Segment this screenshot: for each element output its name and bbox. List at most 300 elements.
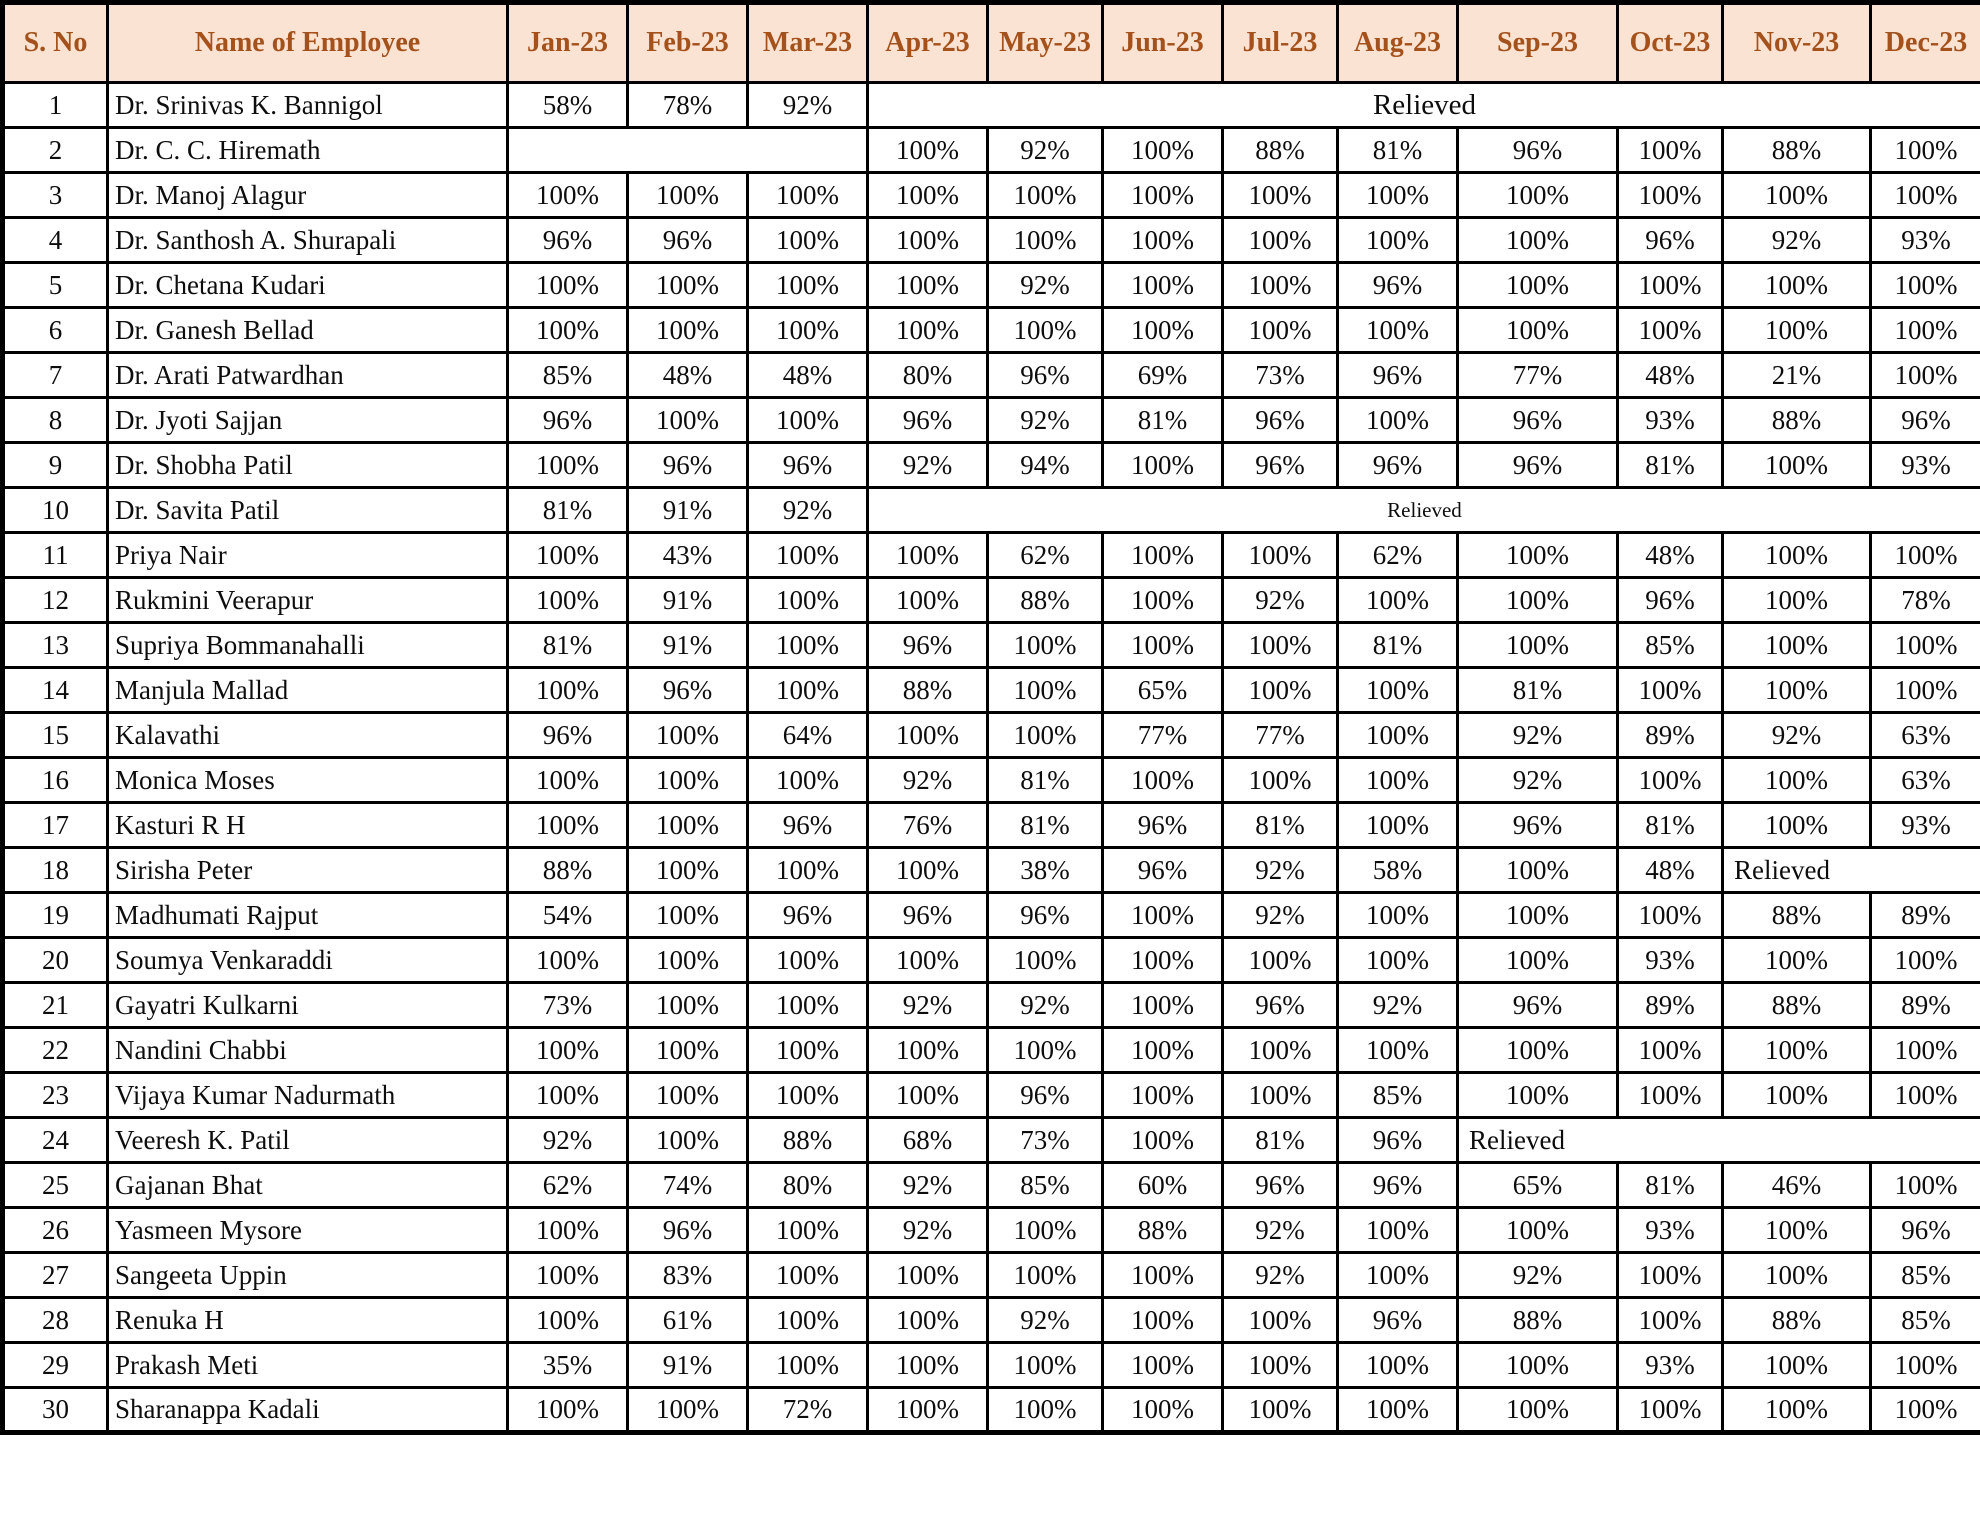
table-row xyxy=(3,578,1980,623)
attendance-cell: 100% xyxy=(628,398,748,443)
attendance-cell: 65% xyxy=(1458,1163,1618,1208)
attendance-cell: 21% xyxy=(1723,353,1871,398)
attendance-cell: 92% xyxy=(1223,1208,1338,1253)
attendance-cell: 100% xyxy=(508,1208,628,1253)
employee-name-cell: Supriya Bommanahalli xyxy=(108,623,508,668)
attendance-cell: 88% xyxy=(1458,1298,1618,1343)
attendance-cell: 100% xyxy=(988,623,1103,668)
attendance-cell: 93% xyxy=(1618,1343,1723,1388)
attendance-cell: 92% xyxy=(1458,713,1618,758)
attendance-cell: 100% xyxy=(868,1298,988,1343)
attendance-cell: 100% xyxy=(628,938,748,983)
table-row xyxy=(3,668,1980,713)
attendance-cell: 96% xyxy=(748,893,868,938)
attendance-cell: 100% xyxy=(1338,1028,1458,1073)
attendance-cell: 100% xyxy=(1223,533,1338,578)
attendance-cell: 91% xyxy=(628,1343,748,1388)
table-row xyxy=(3,803,1980,848)
serial-number-cell: 9 xyxy=(3,443,108,488)
attendance-cell: 100% xyxy=(628,893,748,938)
attendance-cell: 100% xyxy=(628,1028,748,1073)
relieved-cell: Relieved xyxy=(1723,848,1980,893)
attendance-cell: 100% xyxy=(1103,173,1223,218)
attendance-cell: 100% xyxy=(1223,668,1338,713)
attendance-cell: 93% xyxy=(1871,443,1980,488)
attendance-cell: 88% xyxy=(1723,398,1871,443)
attendance-cell: 96% xyxy=(1618,578,1723,623)
attendance-cell: 100% xyxy=(1223,308,1338,353)
attendance-cell: 100% xyxy=(1871,353,1980,398)
attendance-cell: 100% xyxy=(1723,173,1871,218)
employee-name-cell: Dr. Shobha Patil xyxy=(108,443,508,488)
attendance-cell: 100% xyxy=(868,128,988,173)
attendance-cell: 46% xyxy=(1723,1163,1871,1208)
attendance-cell: 100% xyxy=(1723,1208,1871,1253)
attendance-cell: 100% xyxy=(868,218,988,263)
attendance-cell: 100% xyxy=(1871,1343,1980,1388)
serial-number-cell: 27 xyxy=(3,1253,108,1298)
attendance-cell: 100% xyxy=(1618,893,1723,938)
attendance-cell: 100% xyxy=(988,1208,1103,1253)
table-row xyxy=(3,398,1980,443)
attendance-cell: 100% xyxy=(628,308,748,353)
attendance-cell: 60% xyxy=(1103,1163,1223,1208)
employee-name-cell: Sangeeta Uppin xyxy=(108,1253,508,1298)
attendance-cell: 76% xyxy=(868,803,988,848)
attendance-cell: 85% xyxy=(1338,1073,1458,1118)
attendance-cell: 92% xyxy=(1723,713,1871,758)
table-row xyxy=(3,1208,1980,1253)
employee-name-cell: Dr. Santhosh A. Shurapali xyxy=(108,218,508,263)
attendance-cell: 100% xyxy=(868,1253,988,1298)
attendance-cell: 96% xyxy=(868,623,988,668)
employee-name-cell: Prakash Meti xyxy=(108,1343,508,1388)
employee-name-cell: Veeresh K. Patil xyxy=(108,1118,508,1163)
attendance-cell: 100% xyxy=(748,758,868,803)
attendance-cell: 91% xyxy=(628,623,748,668)
attendance-cell: 100% xyxy=(748,623,868,668)
attendance-cell: 100% xyxy=(748,1028,868,1073)
table-row xyxy=(3,1028,1980,1073)
employee-name-cell: Monica Moses xyxy=(108,758,508,803)
serial-number-cell: 14 xyxy=(3,668,108,713)
attendance-cell: 100% xyxy=(868,578,988,623)
attendance-cell: 92% xyxy=(988,983,1103,1028)
attendance-cell: 100% xyxy=(748,308,868,353)
attendance-cell: 100% xyxy=(1458,938,1618,983)
attendance-cell: 96% xyxy=(628,218,748,263)
attendance-cell: 88% xyxy=(1723,1298,1871,1343)
table-row xyxy=(3,83,1980,128)
attendance-cell: 100% xyxy=(1723,1343,1871,1388)
attendance-cell: 100% xyxy=(988,668,1103,713)
attendance-cell: 100% xyxy=(1618,1298,1723,1343)
attendance-cell: 96% xyxy=(1871,1208,1980,1253)
attendance-cell: 92% xyxy=(868,1163,988,1208)
attendance-cell: 81% xyxy=(1618,443,1723,488)
attendance-cell: 92% xyxy=(868,1208,988,1253)
attendance-cell: 100% xyxy=(1103,938,1223,983)
serial-number-cell: 13 xyxy=(3,623,108,668)
serial-number-cell: 4 xyxy=(3,218,108,263)
employee-name-cell: Manjula Mallad xyxy=(108,668,508,713)
attendance-cell: 48% xyxy=(1618,353,1723,398)
serial-number-cell: 10 xyxy=(3,488,108,533)
attendance-cell: 100% xyxy=(1338,308,1458,353)
attendance-cell: 100% xyxy=(508,263,628,308)
column-header-feb: Feb-23 xyxy=(628,3,748,83)
attendance-cell: 100% xyxy=(1223,758,1338,803)
attendance-cell: 100% xyxy=(868,173,988,218)
attendance-cell: 100% xyxy=(1338,173,1458,218)
attendance-cell: 100% xyxy=(748,398,868,443)
attendance-cell: 74% xyxy=(628,1163,748,1208)
attendance-cell: 100% xyxy=(1103,893,1223,938)
attendance-cell: 92% xyxy=(868,983,988,1028)
column-header-sep: Sep-23 xyxy=(1458,3,1618,83)
attendance-cell: 100% xyxy=(1103,623,1223,668)
table-row xyxy=(3,308,1980,353)
attendance-cell: 100% xyxy=(1723,443,1871,488)
attendance-cell: 100% xyxy=(1103,263,1223,308)
attendance-cell: 100% xyxy=(1871,1163,1980,1208)
attendance-cell: 93% xyxy=(1618,398,1723,443)
attendance-cell: 100% xyxy=(1103,1118,1223,1163)
column-header-may: May-23 xyxy=(988,3,1103,83)
attendance-cell: 80% xyxy=(748,1163,868,1208)
attendance-cell: 96% xyxy=(988,1073,1103,1118)
table-row xyxy=(3,1253,1980,1298)
serial-number-cell: 1 xyxy=(3,83,108,128)
attendance-cell: 69% xyxy=(1103,353,1223,398)
attendance-cell: 100% xyxy=(868,713,988,758)
serial-number-cell: 12 xyxy=(3,578,108,623)
attendance-cell: 100% xyxy=(508,443,628,488)
attendance-cell: 100% xyxy=(868,533,988,578)
attendance-cell: 96% xyxy=(1871,398,1980,443)
serial-number-cell: 25 xyxy=(3,1163,108,1208)
attendance-cell: 100% xyxy=(868,938,988,983)
attendance-cell: 100% xyxy=(1618,263,1723,308)
attendance-cell: 100% xyxy=(628,263,748,308)
attendance-cell: 100% xyxy=(1223,263,1338,308)
attendance-cell: 100% xyxy=(1723,263,1871,308)
attendance-cell: 58% xyxy=(508,83,628,128)
table-row xyxy=(3,938,1980,983)
table-row xyxy=(3,893,1980,938)
attendance-cell: 96% xyxy=(1338,1298,1458,1343)
table-row xyxy=(3,263,1980,308)
relieved-cell: Relieved xyxy=(1458,1118,1980,1163)
attendance-cell: 100% xyxy=(1871,1028,1980,1073)
attendance-cell: 100% xyxy=(1723,938,1871,983)
table-row xyxy=(3,1073,1980,1118)
table-row xyxy=(3,758,1980,803)
attendance-cell: 96% xyxy=(1458,128,1618,173)
employee-name-cell: Sharanappa Kadali xyxy=(108,1388,508,1433)
table-row xyxy=(3,713,1980,758)
attendance-cell: 100% xyxy=(1223,1343,1338,1388)
attendance-cell: 88% xyxy=(1723,983,1871,1028)
attendance-cell: 77% xyxy=(1223,713,1338,758)
attendance-cell: 81% xyxy=(508,488,628,533)
attendance-cell: 92% xyxy=(1338,983,1458,1028)
attendance-cell: 100% xyxy=(1458,263,1618,308)
table-row xyxy=(3,1118,1980,1163)
table-row xyxy=(3,1343,1980,1388)
attendance-cell: 100% xyxy=(1723,308,1871,353)
table-row xyxy=(3,218,1980,263)
table-row xyxy=(3,1163,1980,1208)
attendance-cell: 100% xyxy=(1871,938,1980,983)
attendance-cell: 100% xyxy=(1723,1028,1871,1073)
attendance-cell: 100% xyxy=(988,218,1103,263)
attendance-cell: 100% xyxy=(1723,1388,1871,1433)
attendance-cell: 100% xyxy=(1618,1028,1723,1073)
attendance-cell: 85% xyxy=(1618,623,1723,668)
attendance-cell: 96% xyxy=(1223,443,1338,488)
attendance-cell: 96% xyxy=(1458,983,1618,1028)
attendance-cell: 93% xyxy=(1871,218,1980,263)
attendance-cell: 100% xyxy=(1223,938,1338,983)
attendance-cell: 92% xyxy=(1458,1253,1618,1298)
attendance-cell: 92% xyxy=(1223,1253,1338,1298)
attendance-cell: 96% xyxy=(1223,983,1338,1028)
attendance-cell: 100% xyxy=(1223,623,1338,668)
attendance-cell: 100% xyxy=(1458,623,1618,668)
attendance-cell: 100% xyxy=(1618,758,1723,803)
attendance-cell: 96% xyxy=(1338,1118,1458,1163)
serial-number-cell: 11 xyxy=(3,533,108,578)
table-row xyxy=(3,848,1980,893)
attendance-cell: 100% xyxy=(1103,1343,1223,1388)
column-header-sno: S. No xyxy=(3,3,108,83)
attendance-cell: 96% xyxy=(1458,443,1618,488)
attendance-cell: 89% xyxy=(1871,893,1980,938)
serial-number-cell: 16 xyxy=(3,758,108,803)
attendance-cell: 100% xyxy=(1338,578,1458,623)
header-row xyxy=(3,3,1980,83)
attendance-cell: 81% xyxy=(508,623,628,668)
attendance-cell: 100% xyxy=(1338,893,1458,938)
attendance-cell: 100% xyxy=(1458,1073,1618,1118)
attendance-cell: 100% xyxy=(1103,758,1223,803)
attendance-cell: 100% xyxy=(1458,1028,1618,1073)
attendance-cell: 100% xyxy=(1338,713,1458,758)
attendance-cell: 88% xyxy=(868,668,988,713)
attendance-cell: 100% xyxy=(1223,1073,1338,1118)
attendance-cell: 100% xyxy=(988,1343,1103,1388)
attendance-cell: 54% xyxy=(508,893,628,938)
attendance-cell: 100% xyxy=(1871,173,1980,218)
column-header-oct: Oct-23 xyxy=(1618,3,1723,83)
attendance-cell: 100% xyxy=(628,713,748,758)
employee-name-cell: Soumya Venkaraddi xyxy=(108,938,508,983)
attendance-cell: 96% xyxy=(1103,848,1223,893)
table-row xyxy=(3,983,1980,1028)
attendance-cell: 78% xyxy=(1871,578,1980,623)
relieved-cell: Relieved xyxy=(868,488,1980,533)
attendance-cell: 100% xyxy=(988,1253,1103,1298)
attendance-cell: 100% xyxy=(1458,848,1618,893)
column-header-nov: Nov-23 xyxy=(1723,3,1871,83)
attendance-cell: 100% xyxy=(868,1028,988,1073)
employee-name-cell: Dr. Srinivas K. Bannigol xyxy=(108,83,508,128)
table-row xyxy=(3,623,1980,668)
attendance-cell: 96% xyxy=(1103,803,1223,848)
attendance-cell: 100% xyxy=(508,1388,628,1433)
attendance-cell: 100% xyxy=(1723,578,1871,623)
attendance-cell: 100% xyxy=(628,848,748,893)
attendance-cell: 100% xyxy=(1338,758,1458,803)
attendance-cell: 100% xyxy=(868,1343,988,1388)
attendance-cell: 63% xyxy=(1871,713,1980,758)
attendance-cell: 100% xyxy=(508,758,628,803)
employee-name-cell: Dr. Manoj Alagur xyxy=(108,173,508,218)
attendance-cell: 88% xyxy=(508,848,628,893)
attendance-cell: 100% xyxy=(1723,623,1871,668)
attendance-cell: 89% xyxy=(1618,983,1723,1028)
attendance-cell: 100% xyxy=(868,1388,988,1433)
attendance-cell: 100% xyxy=(1103,443,1223,488)
attendance-cell: 100% xyxy=(748,938,868,983)
table-row xyxy=(3,488,1980,533)
attendance-cell: 100% xyxy=(988,1028,1103,1073)
serial-number-cell: 30 xyxy=(3,1388,108,1433)
serial-number-cell: 21 xyxy=(3,983,108,1028)
attendance-cell: 62% xyxy=(508,1163,628,1208)
attendance-cell: 100% xyxy=(748,578,868,623)
table-row xyxy=(3,1298,1980,1343)
attendance-cell: 100% xyxy=(1338,1208,1458,1253)
attendance-cell: 100% xyxy=(1871,1388,1980,1433)
attendance-cell: 88% xyxy=(1723,893,1871,938)
attendance-cell: 93% xyxy=(1618,938,1723,983)
column-header-jun: Jun-23 xyxy=(1103,3,1223,83)
attendance-cell: 81% xyxy=(1458,668,1618,713)
table-row xyxy=(3,173,1980,218)
serial-number-cell: 17 xyxy=(3,803,108,848)
attendance-cell: 100% xyxy=(1618,1388,1723,1433)
attendance-cell: 100% xyxy=(1103,1388,1223,1433)
attendance-cell: 100% xyxy=(1458,1208,1618,1253)
attendance-cell: 100% xyxy=(628,173,748,218)
attendance-cell: 100% xyxy=(1338,1343,1458,1388)
attendance-cell: 92% xyxy=(1223,893,1338,938)
attendance-cell: 35% xyxy=(508,1343,628,1388)
attendance-cell: 100% xyxy=(1103,578,1223,623)
serial-number-cell: 3 xyxy=(3,173,108,218)
attendance-cell: 100% xyxy=(988,173,1103,218)
serial-number-cell: 26 xyxy=(3,1208,108,1253)
serial-number-cell: 29 xyxy=(3,1343,108,1388)
attendance-cell: 100% xyxy=(1338,218,1458,263)
column-header-mar: Mar-23 xyxy=(748,3,868,83)
attendance-cell: 100% xyxy=(1871,668,1980,713)
attendance-cell: 100% xyxy=(508,578,628,623)
attendance-cell: 100% xyxy=(628,1388,748,1433)
attendance-cell: 48% xyxy=(628,353,748,398)
employee-name-cell: Priya Nair xyxy=(108,533,508,578)
attendance-cell: 92% xyxy=(988,1298,1103,1343)
attendance-cell: 89% xyxy=(1618,713,1723,758)
attendance-cell: 48% xyxy=(748,353,868,398)
attendance-cell: 100% xyxy=(1723,668,1871,713)
attendance-cell: 94% xyxy=(988,443,1103,488)
attendance-cell: 100% xyxy=(1871,623,1980,668)
attendance-cell: 100% xyxy=(1338,1388,1458,1433)
attendance-cell: 73% xyxy=(1223,353,1338,398)
attendance-cell: 93% xyxy=(1871,803,1980,848)
attendance-cell: 92% xyxy=(508,1118,628,1163)
attendance-cell: 96% xyxy=(988,353,1103,398)
attendance-cell: 100% xyxy=(748,1208,868,1253)
attendance-cell: 81% xyxy=(1103,398,1223,443)
employee-name-cell: Sirisha Peter xyxy=(108,848,508,893)
attendance-cell: 100% xyxy=(1338,938,1458,983)
attendance-cell: 100% xyxy=(1618,1253,1723,1298)
attendance-cell: 43% xyxy=(628,533,748,578)
attendance-cell: 100% xyxy=(1871,263,1980,308)
table-row xyxy=(3,128,1980,173)
employee-name-cell: Yasmeen Mysore xyxy=(108,1208,508,1253)
attendance-cell: 100% xyxy=(1223,173,1338,218)
attendance-cell: 100% xyxy=(1618,173,1723,218)
attendance-cell: 100% xyxy=(988,308,1103,353)
attendance-cell: 81% xyxy=(1223,803,1338,848)
attendance-cell: 100% xyxy=(1458,218,1618,263)
attendance-cell: 62% xyxy=(1338,533,1458,578)
column-header-apr: Apr-23 xyxy=(868,3,988,83)
attendance-cell: 96% xyxy=(1458,398,1618,443)
serial-number-cell: 2 xyxy=(3,128,108,173)
attendance-cell: 100% xyxy=(1458,1343,1618,1388)
serial-number-cell: 19 xyxy=(3,893,108,938)
attendance-cell: 88% xyxy=(1223,128,1338,173)
column-header-dec: Dec-23 xyxy=(1871,3,1980,83)
attendance-cell: 100% xyxy=(1458,308,1618,353)
attendance-cell: 96% xyxy=(1223,398,1338,443)
attendance-cell: 62% xyxy=(988,533,1103,578)
table-row xyxy=(3,533,1980,578)
attendance-cell: 64% xyxy=(748,713,868,758)
attendance-cell: 100% xyxy=(748,533,868,578)
attendance-cell: 100% xyxy=(1458,1388,1618,1433)
attendance-cell: 100% xyxy=(508,1298,628,1343)
attendance-cell: 89% xyxy=(1871,983,1980,1028)
attendance-cell: 96% xyxy=(1618,218,1723,263)
attendance-cell: 83% xyxy=(628,1253,748,1298)
attendance-cell: 100% xyxy=(868,308,988,353)
attendance-cell: 100% xyxy=(748,1343,868,1388)
attendance-cell: 100% xyxy=(748,983,868,1028)
attendance-cell: 96% xyxy=(1338,443,1458,488)
attendance-cell: 68% xyxy=(868,1118,988,1163)
employee-name-cell: Dr. C. C. Hiremath xyxy=(108,128,508,173)
attendance-cell: 100% xyxy=(748,668,868,713)
blank-cell xyxy=(508,128,868,173)
attendance-cell: 100% xyxy=(748,218,868,263)
attendance-cell: 92% xyxy=(1223,848,1338,893)
attendance-cell: 100% xyxy=(1103,308,1223,353)
attendance-cell: 96% xyxy=(1338,263,1458,308)
attendance-cell: 92% xyxy=(868,758,988,803)
table-row xyxy=(3,1388,1980,1433)
employee-name-cell: Dr. Savita Patil xyxy=(108,488,508,533)
attendance-cell: 100% xyxy=(748,1298,868,1343)
attendance-cell: 100% xyxy=(628,758,748,803)
attendance-cell: 96% xyxy=(868,893,988,938)
